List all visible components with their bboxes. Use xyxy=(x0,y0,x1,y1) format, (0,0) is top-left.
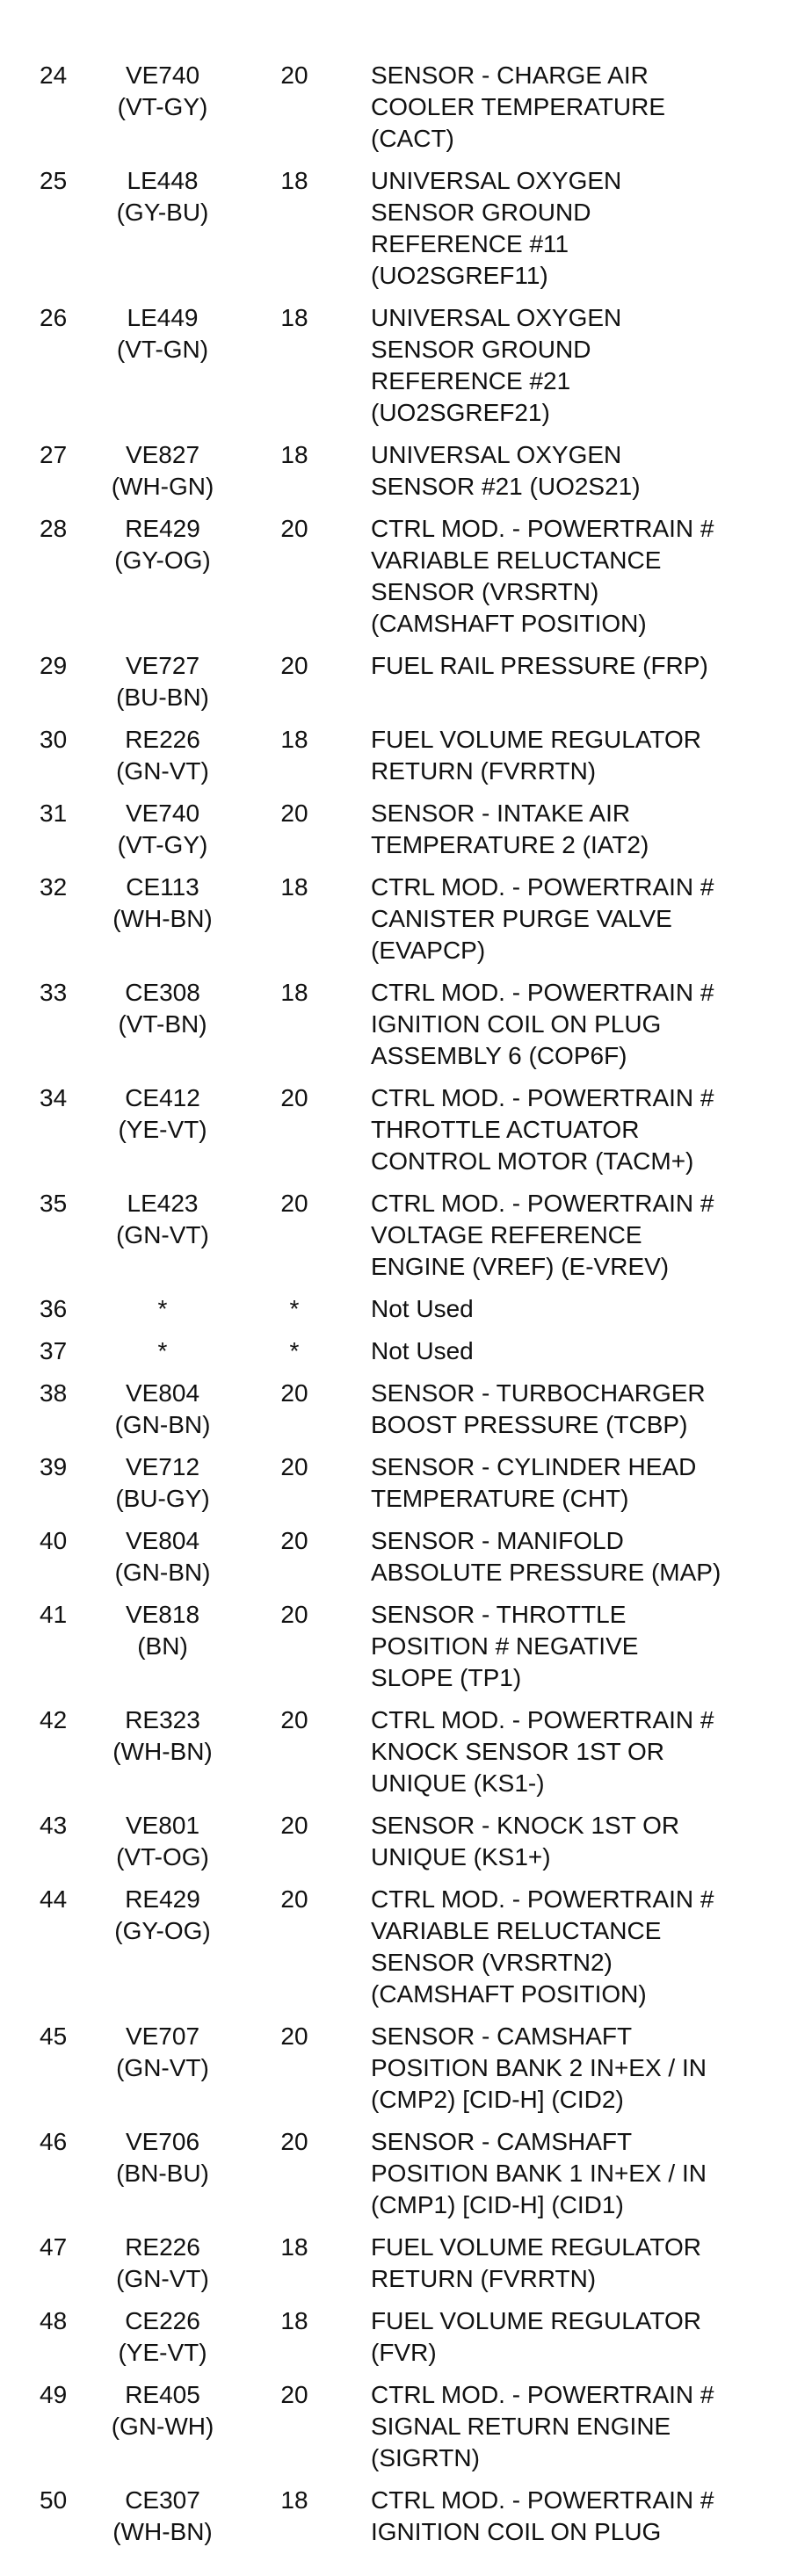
wire-gauge: 20 xyxy=(280,1084,308,1111)
circuit-code: * xyxy=(157,1295,168,1322)
table-row xyxy=(0,2021,812,2126)
circuit-code: VE707 (GN-VT) xyxy=(116,2022,209,2081)
pin-number: 30 xyxy=(40,726,68,753)
pin-number: 26 xyxy=(40,304,68,331)
circuit-description: SENSOR - INTAKE AIR TEMPERATURE 2 (IAT2) xyxy=(371,800,649,858)
wire-gauge: 18 xyxy=(280,2233,308,2261)
circuit-description: FUEL VOLUME REGULATOR (FVR) xyxy=(371,2307,702,2366)
circuit-code: VE740 (VT-GY) xyxy=(117,62,208,120)
table-row xyxy=(0,2232,812,2305)
wire-gauge: 20 xyxy=(280,1601,308,1628)
circuit-code: CE307 (WH-BN) xyxy=(112,2486,213,2545)
table-row xyxy=(0,1335,812,1378)
pin-number: 34 xyxy=(40,1084,68,1111)
circuit-description: UNIVERSAL OXYGEN SENSOR GROUND REFERENCE #21 (UO2SGREF21) xyxy=(371,304,622,426)
circuit-description: CTRL MOD. - POWERTRAIN # VARIABLE RELUCTANCE SENSOR (VRSRTN) (CAMSHAFT POSITION) xyxy=(371,515,714,637)
pin-number: 25 xyxy=(40,167,68,194)
circuit-description: SENSOR - TURBOCHARGER BOOST PRESSURE (TCBP) xyxy=(371,1379,706,1438)
table-row xyxy=(0,2485,812,2558)
wire-gauge: 20 xyxy=(280,1527,308,1554)
circuit-code: * xyxy=(157,1337,168,1364)
pin-number: 45 xyxy=(40,2022,68,2050)
circuit-description: CTRL MOD. - POWERTRAIN # IGNITION COIL ON PLUG xyxy=(371,2486,714,2545)
wire-gauge: 20 xyxy=(280,652,308,679)
wire-gauge: 20 xyxy=(280,2022,308,2050)
table-row xyxy=(0,1188,812,1293)
wire-gauge: 18 xyxy=(280,304,308,331)
circuit-code: VE827 (WH-GN) xyxy=(111,441,214,500)
wire-gauge: * xyxy=(289,1337,300,1364)
table-row xyxy=(0,513,812,650)
circuit-code: VE740 (VT-GY) xyxy=(117,800,208,858)
table-row xyxy=(0,872,812,977)
table-row xyxy=(0,60,812,165)
wire-gauge: 20 xyxy=(280,1706,308,1733)
table-row xyxy=(0,2305,812,2379)
wire-gauge: 20 xyxy=(280,515,308,542)
wire-gauge: * xyxy=(289,1295,300,1322)
pin-number: 46 xyxy=(40,2128,68,2155)
table-row xyxy=(0,1293,812,1335)
circuit-code: VE804 (GN-BN) xyxy=(114,1379,211,1438)
table-row xyxy=(0,1704,812,1810)
circuit-description: SENSOR - MANIFOLD ABSOLUTE PRESSURE (MAP) xyxy=(371,1527,721,1586)
circuit-description: CTRL MOD. - POWERTRAIN # IGNITION COIL ON PLUG ASSEMBLY 6 (COP6F) xyxy=(371,979,714,1069)
wire-gauge: 20 xyxy=(280,2381,308,2408)
circuit-code: RE226 (GN-VT) xyxy=(116,2233,209,2292)
circuit-code: VE801 (VT-OG) xyxy=(116,1812,209,1870)
circuit-code: RE429 (GY-OG) xyxy=(114,515,211,574)
pin-number: 32 xyxy=(40,873,68,901)
circuit-description: FUEL VOLUME REGULATOR RETURN (FVRRTN) xyxy=(371,2233,702,2292)
wire-gauge: 18 xyxy=(280,2307,308,2334)
circuit-description: Not Used xyxy=(371,1337,474,1364)
circuit-description: FUEL VOLUME REGULATOR RETURN (FVRRTN) xyxy=(371,726,702,785)
wire-gauge: 20 xyxy=(280,2128,308,2155)
circuit-code: CE412 (YE-VT) xyxy=(118,1084,207,1143)
pin-number: 33 xyxy=(40,979,68,1006)
circuit-description: CTRL MOD. - POWERTRAIN # VARIABLE RELUCTANCE SENSOR (VRSRTN2) (CAMSHAFT POSITION) xyxy=(371,1885,714,2008)
circuit-code: CE113 (WH-BN) xyxy=(112,873,213,932)
circuit-description: CTRL MOD. - POWERTRAIN # SIGNAL RETURN ENGINE (SIGRTN) xyxy=(371,2381,714,2471)
table-row xyxy=(0,2379,812,2485)
table-row xyxy=(0,302,812,439)
circuit-description: SENSOR - CYLINDER HEAD TEMPERATURE (CHT) xyxy=(371,1453,697,1512)
wire-gauge: 20 xyxy=(280,1812,308,1839)
circuit-code: LE449 (VT-GN) xyxy=(116,304,209,363)
wire-gauge: 20 xyxy=(280,1190,308,1217)
wire-gauge: 20 xyxy=(280,1379,308,1407)
wire-gauge: 20 xyxy=(280,1453,308,1480)
pin-number: 29 xyxy=(40,652,68,679)
circuit-code: VE712 (BU-GY) xyxy=(115,1453,210,1512)
pin-number: 39 xyxy=(40,1453,68,1480)
pin-number: 42 xyxy=(40,1706,68,1733)
pin-number: 47 xyxy=(40,2233,68,2261)
wire-gauge: 20 xyxy=(280,800,308,827)
wire-gauge: 18 xyxy=(280,726,308,753)
circuit-code: CE308 (VT-BN) xyxy=(118,979,207,1038)
circuit-description: SENSOR - CAMSHAFT POSITION BANK 1 IN+EX / IN (CMP1) [CID-H] (CID1) xyxy=(371,2128,707,2218)
pin-number: 31 xyxy=(40,800,68,827)
circuit-code: VE804 (GN-BN) xyxy=(114,1527,211,1586)
wire-gauge: 18 xyxy=(280,167,308,194)
wire-gauge: 18 xyxy=(280,2486,308,2514)
circuit-description: CTRL MOD. - POWERTRAIN # THROTTLE ACTUATOR CONTROL MOTOR (TACM+) xyxy=(371,1084,714,1175)
circuit-description: SENSOR - KNOCK 1ST OR UNIQUE (KS1+) xyxy=(371,1812,680,1870)
circuit-description: CTRL MOD. - POWERTRAIN # VOLTAGE REFERENCE ENGINE (VREF) (E-VREV) xyxy=(371,1190,714,1280)
pin-number: 44 xyxy=(40,1885,68,1913)
circuit-description: UNIVERSAL OXYGEN SENSOR GROUND REFERENCE #11 (UO2SGREF11) xyxy=(371,167,622,289)
table-row xyxy=(0,1525,812,1599)
wire-gauge: 18 xyxy=(280,441,308,468)
pin-number: 24 xyxy=(40,62,68,89)
circuit-code: CE226 (YE-VT) xyxy=(118,2307,207,2366)
pin-number: 37 xyxy=(40,1337,68,1364)
pin-number: 41 xyxy=(40,1601,68,1628)
pin-number: 35 xyxy=(40,1190,68,1217)
circuit-description: Not Used xyxy=(371,1295,474,1322)
circuit-code: RE226 (GN-VT) xyxy=(116,726,209,785)
table-row xyxy=(0,2126,812,2232)
circuit-description: SENSOR - CAMSHAFT POSITION BANK 2 IN+EX / IN (CMP2) [CID-H] (CID2) xyxy=(371,2022,707,2113)
circuit-code: LE423 (GN-VT) xyxy=(116,1190,209,1248)
table-row xyxy=(0,798,812,872)
table-row xyxy=(0,1599,812,1704)
table-row xyxy=(0,1810,812,1884)
pin-number: 28 xyxy=(40,515,68,542)
table-row xyxy=(0,650,812,724)
table-row xyxy=(0,1451,812,1525)
pin-number: 49 xyxy=(40,2381,68,2408)
circuit-code: RE323 (WH-BN) xyxy=(112,1706,213,1765)
circuit-description: CTRL MOD. - POWERTRAIN # KNOCK SENSOR 1ST OR UNIQUE (KS1-) xyxy=(371,1706,714,1797)
circuit-code: RE405 (GN-WH) xyxy=(111,2381,214,2440)
pin-number: 43 xyxy=(40,1812,68,1839)
pin-number: 38 xyxy=(40,1379,68,1407)
circuit-description: CTRL MOD. - POWERTRAIN # CANISTER PURGE VALVE (EVAPCP) xyxy=(371,873,714,964)
pin-number: 36 xyxy=(40,1295,68,1322)
circuit-description: UNIVERSAL OXYGEN SENSOR #21 (UO2S21) xyxy=(371,441,641,500)
circuit-description: SENSOR - THROTTLE POSITION # NEGATIVE SLOPE (TP1) xyxy=(371,1601,639,1691)
circuit-code: VE706 (BN-BU) xyxy=(116,2128,209,2187)
pin-number: 48 xyxy=(40,2307,68,2334)
circuit-description: SENSOR - CHARGE AIR COOLER TEMPERATURE (CACT) xyxy=(371,62,666,152)
table-row xyxy=(0,1082,812,1188)
table-row xyxy=(0,1378,812,1451)
circuit-description: FUEL RAIL PRESSURE (FRP) xyxy=(371,652,708,679)
table-row xyxy=(0,977,812,1082)
wire-gauge: 20 xyxy=(280,1885,308,1913)
table-row xyxy=(0,165,812,302)
circuit-code: VE727 (BU-BN) xyxy=(116,652,209,711)
circuit-code: VE818 (BN) xyxy=(125,1601,200,1660)
circuit-code: RE429 (GY-OG) xyxy=(114,1885,211,1944)
wire-gauge: 20 xyxy=(280,62,308,89)
wire-gauge: 18 xyxy=(280,873,308,901)
table-row xyxy=(0,724,812,798)
circuit-code: LE448 (GY-BU) xyxy=(116,167,209,226)
pin-number: 50 xyxy=(40,2486,68,2514)
pin-number: 27 xyxy=(40,441,68,468)
wire-gauge: 18 xyxy=(280,979,308,1006)
pin-number: 40 xyxy=(40,1527,68,1554)
table-row xyxy=(0,1884,812,2021)
pinout-table xyxy=(0,60,812,2558)
table-row xyxy=(0,439,812,513)
